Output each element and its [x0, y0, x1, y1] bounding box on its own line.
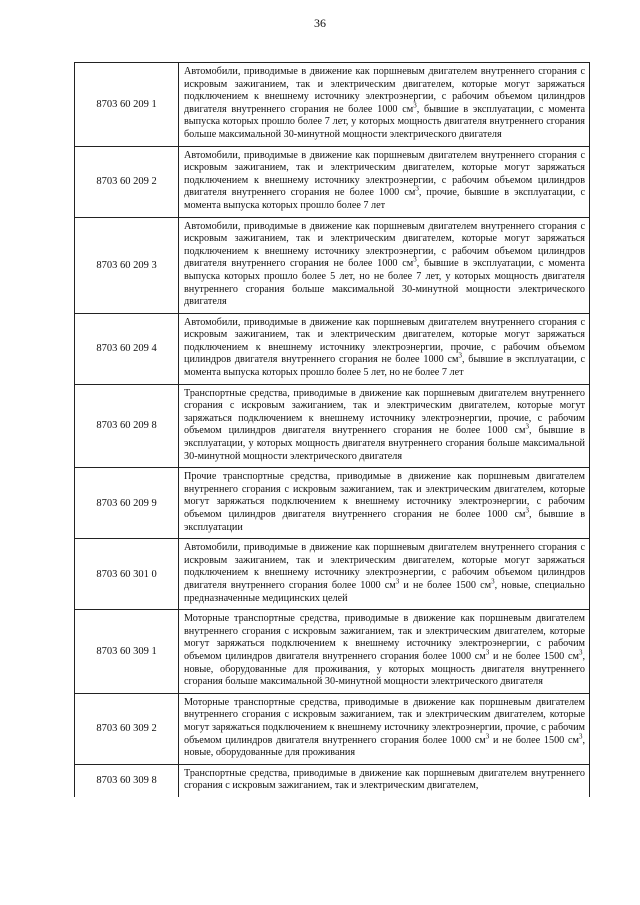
description-fragment: , новые, специально предназначенные медицинских целей: [184, 579, 585, 604]
description-fragment: , бывшие в эксплуатации, с момента выпуска которых прошло более 5 лет, но не более 7 лет, у которых мощность двигателя внутреннего сгорания больше максимальной 30-минутной мощности электрического двигателя: [184, 258, 585, 308]
description-cell: [179, 468, 590, 539]
description-text: [184, 542, 585, 603]
superscript-cube: 3: [485, 648, 490, 657]
description-fragment: и не более 1500 см: [489, 734, 579, 746]
description-text: [184, 471, 585, 532]
description-fragment: , бывшие в эксплуатации, с момента выпуска которых прошло более 7 лет, у которых мощность двигателя внутреннего сгорания больше максимальной 30-минутной мощности электрического двигателя: [184, 103, 585, 140]
page-number: 36: [314, 16, 326, 30]
description-text: [184, 317, 585, 378]
table-row: [75, 313, 590, 384]
description-text: [184, 66, 585, 140]
description-cell: [179, 764, 590, 797]
description-fragment: , новые, оборудованные для проживания: [184, 734, 585, 759]
tariff-code-cell: 8703 60 209 9: [75, 468, 179, 539]
table-row: [75, 63, 590, 147]
description-cell: [179, 146, 590, 217]
superscript-cube: 3: [525, 423, 530, 432]
table-row: [75, 693, 590, 764]
description-cell: [179, 693, 590, 764]
description-fragment: , бывшие в эксплуатации, с момента выпуска которых прошло более 5 лет, но не более 7 лет: [184, 354, 585, 379]
description-cell: [179, 610, 590, 694]
description-fragment: Автомобили, приводимые в движение как поршневым двигателем внутреннего сгорания с искровым зажиганием, так и электрическим двигателем, которые могут заряжаться подключением к внешнему источнику электроэнергии, с рабочим объемом цилиндров двигателя внутреннего сгорания более 1000 см: [184, 542, 585, 591]
tariff-code-cell: 8703 60 301 0: [75, 539, 179, 610]
superscript-cube: 3: [485, 732, 490, 741]
description-fragment: , бывшие в эксплуатации: [184, 509, 585, 533]
tariff-code-cell: 8703 60 209 1: [75, 63, 179, 147]
description-cell: [179, 313, 590, 384]
description-fragment: Автомобили, приводимые в движение как поршневым двигателем внутреннего сгорания с искровым зажиганием, так и электрическим двигателем, которые могут заряжаться подключением к внешнему источнику электроэнергии, с рабочим объемом цилиндров двигателя внутреннего сгорания не более 1000 см: [184, 149, 585, 199]
tariff-code-cell: 8703 60 209 2: [75, 146, 179, 217]
description-fragment: Моторные транспортные средства, приводимые в движение как поршневым двигателем внутреннего сгорания с искровым зажиганием, так и электрическим двигателем, которые могут заряжаться подключением к внешнему источнику электроэнергии, прочие, с рабочим объемом цилиндров двигателя внутреннего сгорания более 1000 см: [184, 696, 585, 746]
table-row: [75, 610, 590, 694]
table-row: [75, 764, 590, 797]
description-text: [184, 697, 585, 758]
description-fragment: Автомобили, приводимые в движение как поршневым двигателем внутреннего сгорания с искровым зажиганием, так и электрическим двигателем, которые могут заряжаться подключением к внешнему источнику электроэнергии, прочие, с рабочим объемом цилиндров двигателя внутреннего сгорания не более 1000 см: [184, 316, 585, 366]
superscript-cube: 3: [525, 506, 530, 515]
description-text: [184, 388, 585, 462]
table-row: [75, 468, 590, 539]
superscript-cube: 3: [578, 648, 583, 657]
description-fragment: Прочие транспортные средства, приводимые в движение как поршневым двигателем внутреннего сгорания с искровым зажиганием, так и электрическим двигателем, которые могут заряжаться подключением к внешнему источнику электроэнергии, с рабочим объемом цилиндров двигателя внутреннего сгорания не более 1000 см: [184, 471, 585, 520]
description-text: [184, 221, 585, 308]
description-cell: [179, 63, 590, 147]
superscript-cube: 3: [491, 577, 495, 586]
description-cell: [179, 384, 590, 468]
tariff-code-table: [74, 62, 590, 797]
description-text: [184, 150, 585, 211]
description-text: [184, 613, 585, 687]
description-text: [184, 768, 585, 792]
table-row: [75, 539, 590, 610]
table-row: [75, 217, 590, 313]
table-row: [75, 146, 590, 217]
superscript-cube: 3: [395, 577, 400, 586]
description-fragment: Моторные транспортные средства, приводимые в движение как поршневым двигателем внутреннего сгорания с искровым зажиганием, так и электрическим двигателем, которые могут заряжаться подключением к внешнему источнику электроэнергии, с рабочим объемом цилиндров двигателя внутреннего сгорания более 1000 см: [184, 613, 585, 662]
superscript-cube: 3: [413, 255, 417, 264]
description-cell: [179, 539, 590, 610]
description-fragment: Автомобили, приводимые в движение как поршневым двигателем внутреннего сгорания с искровым зажиганием, так и электрическим двигателем, которые могут заряжаться подключением к внешнему источнику электроэнергии, с рабочим объемом цилиндров двигателя внутреннего сгорания не более 1000 см: [184, 66, 585, 115]
description-fragment: Транспортные средства, приводимые в движение как поршневым двигателем внутреннего сгорания с искровым зажиганием, так и электрическим двигателем,: [184, 767, 585, 792]
superscript-cube: 3: [413, 101, 417, 110]
tariff-code-cell: 8703 60 209 4: [75, 313, 179, 384]
superscript-cube: 3: [578, 732, 583, 741]
superscript-cube: 3: [415, 184, 419, 193]
superscript-cube: 3: [458, 352, 462, 361]
description-fragment: и не более 1500 см: [399, 579, 492, 591]
description-fragment: и не более 1500 см: [489, 650, 579, 662]
description-fragment: Автомобили, приводимые в движение как поршневым двигателем внутреннего сгорания с искровым зажиганием, так и электрическим двигателем, которые могут заряжаться подключением к внешнему источнику электроэнергии, с рабочим объемом цилиндров двигателя внутреннего сгорания не более 1000 см: [184, 220, 585, 270]
description-fragment: , новые, оборудованные для проживания, у которых мощность двигателя внутреннего сгорания больше максимальной 30-минутной мощности электрического двигателя: [184, 650, 585, 688]
table-row: [75, 384, 590, 468]
description-fragment: , бывшие в эксплуатации, у которых мощность двигателя внутреннего сгорания больше максимальной 30-минутной мощности электрического двигателя: [184, 425, 585, 462]
tariff-code-cell: 8703 60 209 8: [75, 384, 179, 468]
tariff-code-cell: 8703 60 309 2: [75, 693, 179, 764]
description-fragment: Транспортные средства, приводимые в движение как поршневым двигателем внутреннего сгорания с искровым зажиганием, так и электрическим двигателем, которые могут заряжаться подключением к внешнему источнику электроэнергии, прочие, с рабочим объемом цилиндров двигателя внутреннего сгорания не более 1000 см: [184, 387, 585, 437]
tariff-code-cell: 8703 60 309 1: [75, 610, 179, 694]
table-body: [75, 63, 590, 797]
tariff-code-cell: 8703 60 209 3: [75, 217, 179, 313]
tariff-code-cell: 8703 60 309 8: [75, 764, 179, 797]
description-fragment: , прочие, бывшие в эксплуатации, с момента выпуска которых прошло более 7 лет: [184, 187, 586, 211]
description-cell: [179, 217, 590, 313]
